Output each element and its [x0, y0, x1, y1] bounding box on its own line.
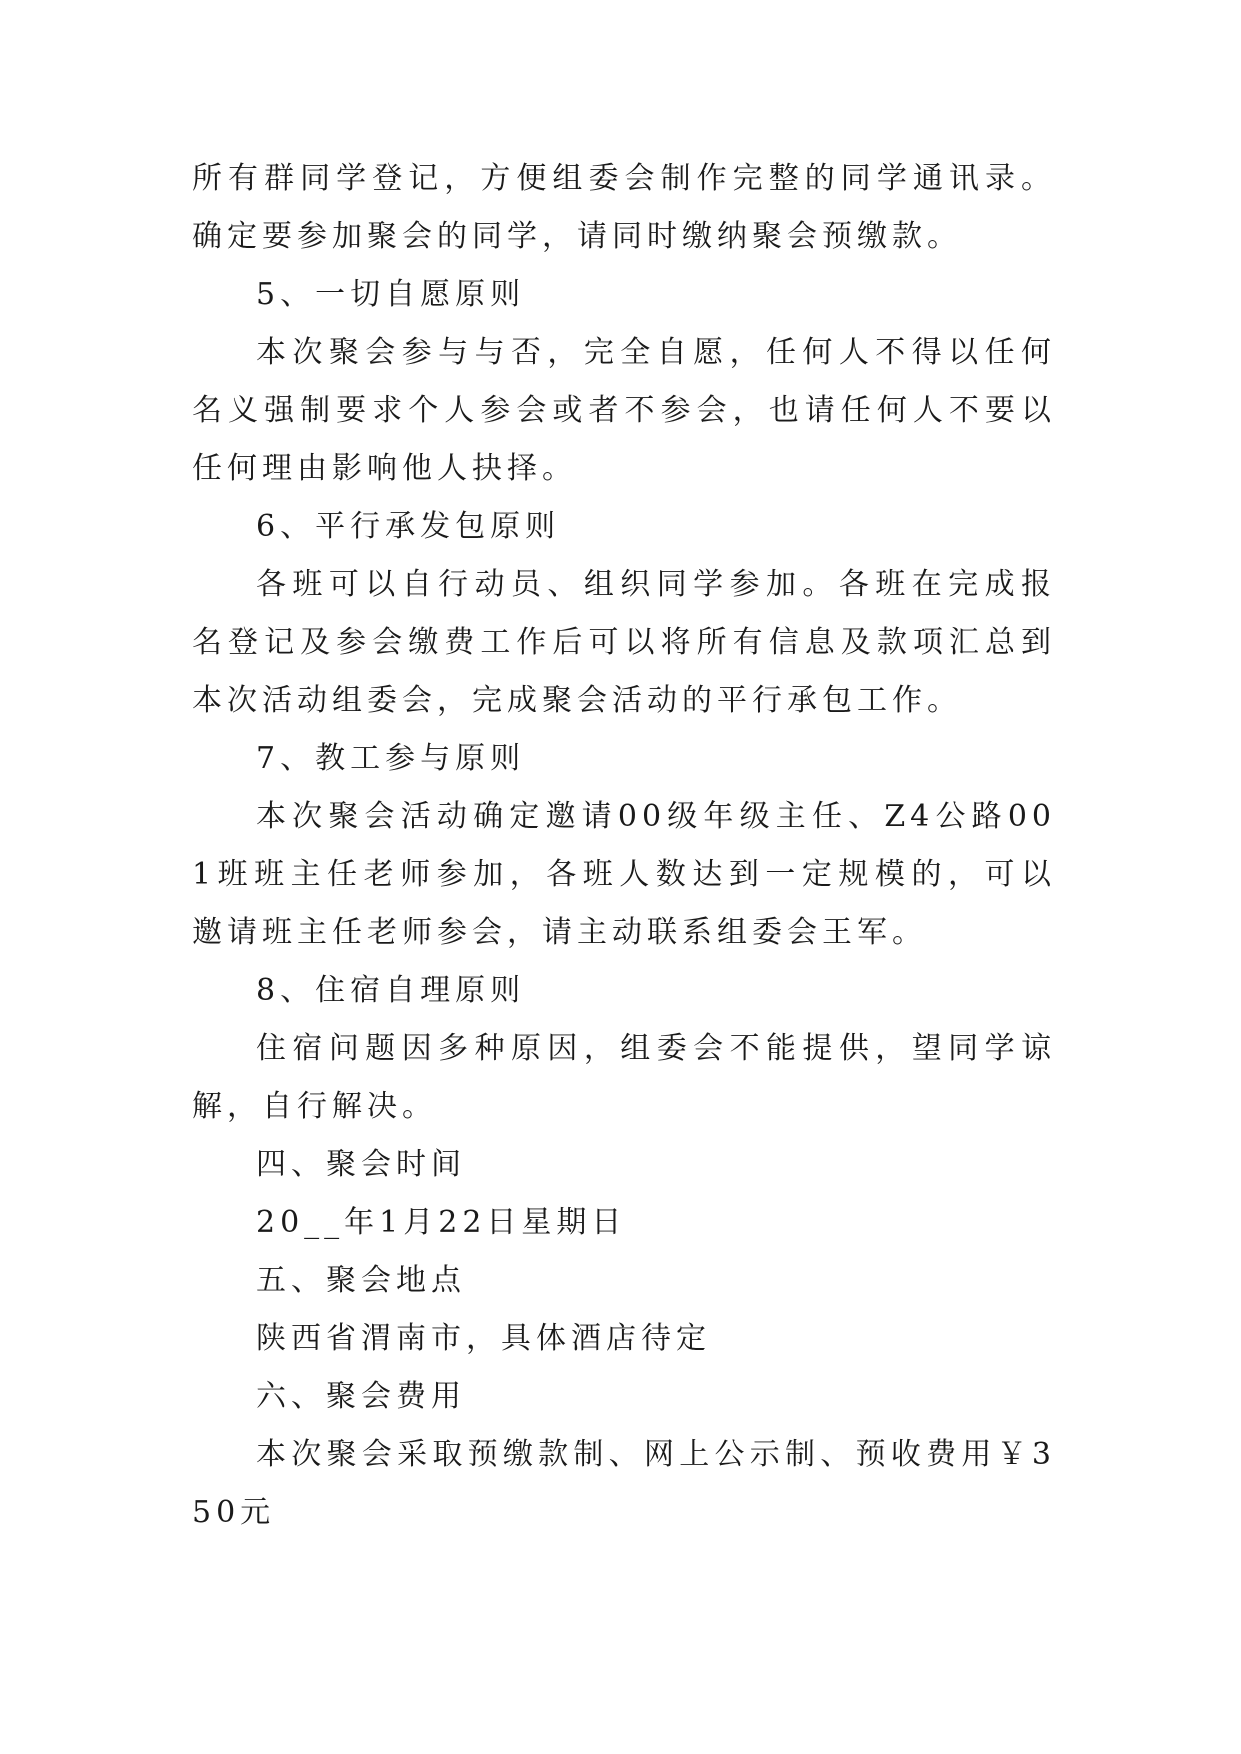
- heading-party-location: 五、聚会地点: [256, 1263, 466, 1298]
- heading-parallel-contract-principle: 6、平行承发包原则: [256, 509, 561, 544]
- heading-staff-participation-principle: 7、教工参与原则: [256, 741, 526, 776]
- heading-accommodation-principle: 8、住宿自理原则: [256, 973, 526, 1008]
- paragraph-party-cost: 本次聚会采取预缴款制、网上公示制、预收费用￥350元: [192, 1437, 1056, 1530]
- paragraph-accommodation-principle: 住宿问题因多种原因，组委会不能提供，望同学谅解，自行解决。: [192, 1031, 1056, 1124]
- paragraph-staff-participation-principle: 本次聚会活动确定邀请00级年级主任、Z4公路001班班主任老师参加，各班人数达到一定规模的，可以邀请班主任老师参会，请主动联系组委会王军。: [192, 799, 1056, 950]
- paragraph-voluntary-principle: 本次聚会参与与否，完全自愿，任何人不得以任何名义强制要求个人参会或者不参会，也请任何人不要以任何理由影响他人抉择。: [192, 335, 1056, 486]
- paragraph-registration-note: 所有群同学登记，方便组委会制作完整的同学通讯录。确定要参加聚会的同学，请同时缴纳聚会预缴款。: [192, 161, 1056, 254]
- paragraph-party-location: 陕西省渭南市，具体酒店待定: [256, 1321, 711, 1356]
- heading-voluntary-principle: 5、一切自愿原则: [256, 277, 526, 312]
- document-page: [192, 150, 1056, 1542]
- paragraph-parallel-contract-principle: 各班可以自行动员、组织同学参加。各班在完成报名登记及参会缴费工作后可以将所有信息及款项汇总到本次活动组委会，完成聚会活动的平行承包工作。: [192, 567, 1056, 718]
- paragraph-party-time: 20__年1月22日星期日: [256, 1205, 627, 1240]
- heading-party-time: 四、聚会时间: [256, 1147, 466, 1182]
- heading-party-cost: 六、聚会费用: [256, 1379, 466, 1414]
